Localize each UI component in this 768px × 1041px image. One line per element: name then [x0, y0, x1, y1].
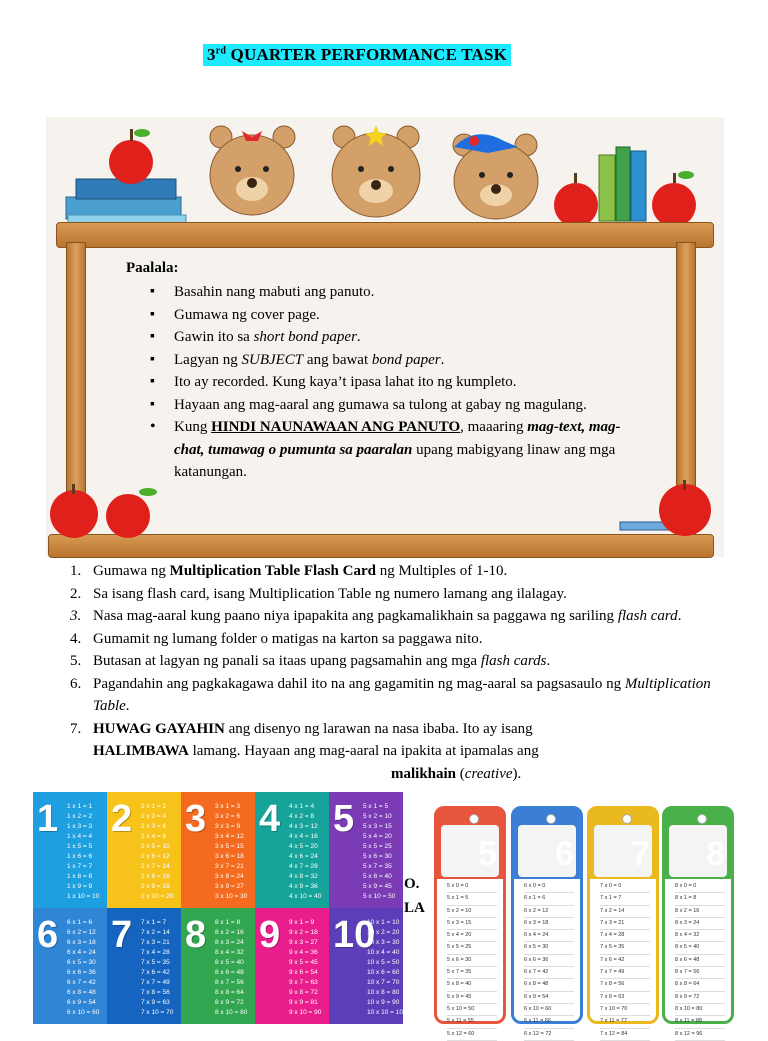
poster-number: 3 [185, 798, 207, 840]
poster-fact: 1 x 10 = 10 [67, 893, 100, 900]
poster-fact: 7 x 2 = 14 [141, 929, 170, 936]
task-item: 6. Pagandahin ang pagkakagawa dahil ito na ang gagamitin ng mag-aaral sa pagsasaulo ng Multiplication Table. [70, 675, 711, 714]
poster-fact: 4 x 2 = 8 [289, 813, 315, 820]
poster-fact: 2 x 10 = 20 [141, 893, 174, 900]
bookmark-card-6 [511, 806, 583, 1037]
poster-fact: 8 x 8 = 64 [215, 989, 244, 996]
poster-fact: 1 x 5 = 5 [67, 843, 93, 850]
bookmark-fact: 8 x 3 = 24 [675, 918, 725, 930]
bookmark-fact: 5 x 3 = 15 [447, 918, 497, 930]
task-item: 3. Nasa mag-aaral kung paano niya ipapakita ang pagkamalikhain sa paggawa ng sariling flash card. [70, 608, 682, 624]
poster-fact: 10 x 2 = 20 [367, 929, 400, 936]
poster-fact: 2 x 2 = 4 [141, 813, 167, 820]
poster-fact: 8 x 3 = 24 [215, 939, 244, 946]
poster-fact: 2 x 1 = 2 [141, 803, 167, 810]
bookmark-fact: 6 x 2 = 12 [524, 906, 574, 918]
bookmark-fact: 6 x 3 = 18 [524, 918, 574, 930]
reminder-item: ▪ Gawin ito sa short bond paper. [150, 326, 650, 349]
bookmark-fact: 8 x 11 = 88 [675, 1016, 725, 1028]
poster-fact: 4 x 1 = 4 [289, 803, 315, 810]
reminder-item: • Kung HINDI NAUNAWAAN ANG PANUTO, maaaring mag-text, mag-chat, tumawag o pumunta sa paaralan upang mabigyang linaw ang mga katanungan. [150, 416, 650, 484]
bookmark-fact: 5 x 7 = 35 [447, 967, 497, 979]
poster-fact: 10 x 8 = 80 [367, 989, 400, 996]
bookmark-fact: 5 x 10 = 50 [447, 1004, 497, 1016]
poster-fact: 4 x 8 = 32 [289, 873, 318, 880]
poster-fact: 2 x 5 = 10 [141, 843, 170, 850]
poster-fact: 1 x 2 = 2 [67, 813, 93, 820]
poster-number: 10 [333, 914, 376, 956]
poster-fact: 9 x 6 = 54 [289, 969, 318, 976]
poster-fact: 4 x 3 = 12 [289, 823, 318, 830]
poster-fact: 2 x 4 = 8 [141, 833, 167, 840]
task-item: 1. Gumawa ng Multiplication Table Flash Card ng Multiples of 1-10. [70, 563, 508, 579]
poster-fact: 5 x 1 = 5 [363, 803, 389, 810]
poster-fact: 4 x 9 = 36 [289, 883, 318, 890]
poster-fact: 5 x 3 = 15 [363, 823, 392, 830]
bookmark-fact: 5 x 0 = 0 [447, 881, 497, 893]
poster-cell-3 [181, 792, 255, 908]
poster-fact: 9 x 4 = 36 [289, 949, 318, 956]
poster-fact: 3 x 1 = 3 [215, 803, 241, 810]
poster-fact: 2 x 9 = 18 [141, 883, 170, 890]
poster-fact: 9 x 10 = 90 [289, 1009, 322, 1016]
bookmark-fact: 6 x 5 = 30 [524, 942, 574, 954]
bookmark-fact: 8 x 7 = 56 [675, 967, 725, 979]
poster-fact: 2 x 7 = 14 [141, 863, 170, 870]
bookmark-facts [600, 881, 650, 1041]
bookmark-digit: 5 [478, 835, 497, 873]
poster-facts [289, 918, 321, 1018]
poster-fact: 7 x 7 = 49 [141, 979, 170, 986]
bookmark-fact: 6 x 0 = 0 [524, 881, 574, 893]
poster-facts [215, 802, 247, 902]
punch-hole-icon [546, 814, 556, 824]
poster-number: 6 [37, 914, 59, 956]
bookmark-fact: 8 x 8 = 64 [675, 979, 725, 991]
poster-fact: 1 x 1 = 1 [67, 803, 93, 810]
bookmark-fact: 7 x 2 = 14 [600, 906, 650, 918]
bookmark-fact: 7 x 12 = 84 [600, 1029, 650, 1041]
bookmark-fact: 5 x 11 = 55 [447, 1016, 497, 1028]
poster-number: 2 [111, 798, 133, 840]
poster-fact: 5 x 9 = 45 [363, 883, 392, 890]
bookmark-fact: 6 x 9 = 54 [524, 992, 574, 1004]
bookmark-fact: 8 x 4 = 32 [675, 930, 725, 942]
poster-fact: 7 x 5 = 35 [141, 959, 170, 966]
poster-fact: 8 x 9 = 72 [215, 999, 244, 1006]
poster-fact: 9 x 3 = 27 [289, 939, 318, 946]
bottom-apples-illustration [40, 480, 730, 540]
poster-facts [141, 802, 173, 902]
poster-fact: 10 x 3 = 30 [367, 939, 400, 946]
poster-fact: 4 x 6 = 24 [289, 853, 318, 860]
poster-fact: 6 x 9 = 54 [67, 999, 96, 1006]
bookmark-fact: 5 x 9 = 45 [447, 992, 497, 1004]
bookmark-fact: 5 x 12 = 60 [447, 1029, 497, 1041]
bookmark-fact: 8 x 9 = 72 [675, 992, 725, 1004]
bookmark-digit: 6 [555, 835, 574, 873]
bookmark-fact: 8 x 1 = 8 [675, 893, 725, 905]
poster-fact: 5 x 4 = 20 [363, 833, 392, 840]
bookmark-fact: 7 x 10 = 70 [600, 1004, 650, 1016]
bookmark-fact: 8 x 2 = 16 [675, 906, 725, 918]
poster-fact: 8 x 1 = 8 [215, 919, 241, 926]
bookmark-card-5 [434, 806, 506, 1037]
poster-facts [67, 802, 99, 902]
poster-fact: 1 x 4 = 4 [67, 833, 93, 840]
poster-number: 4 [259, 798, 281, 840]
poster-fact: 6 x 6 = 36 [67, 969, 96, 976]
poster-fact: 3 x 7 = 21 [215, 863, 244, 870]
punch-hole-icon [469, 814, 479, 824]
bookmark-fact: 6 x 7 = 42 [524, 967, 574, 979]
poster-cell-9 [255, 908, 329, 1024]
bookmark-card-8 [662, 806, 734, 1037]
bookmark-fact: 5 x 2 = 10 [447, 906, 497, 918]
poster-fact: 10 x 10 = 100 [367, 1009, 407, 1016]
poster-fact: 10 x 1 = 10 [367, 919, 400, 926]
poster-facts [215, 918, 247, 1018]
poster-cell-4 [255, 792, 329, 908]
bookmark-fact: 7 x 9 = 63 [600, 992, 650, 1004]
task-item: 4. Gumamit ng lumang folder o matigas na karton sa paggawa nito. [70, 630, 483, 647]
poster-fact: 9 x 8 = 72 [289, 989, 318, 996]
bookmark-fact: 7 x 11 = 77 [600, 1016, 650, 1028]
poster-fact: 5 x 5 = 25 [363, 843, 392, 850]
poster-fact: 6 x 5 = 30 [67, 959, 96, 966]
poster-fact: 9 x 5 = 45 [289, 959, 318, 966]
poster-fact: 9 x 1 = 9 [289, 919, 315, 926]
bookmark-fact: 8 x 10 = 80 [675, 1004, 725, 1016]
bookmark-fact: 8 x 6 = 48 [675, 955, 725, 967]
poster-fact: 8 x 2 = 16 [215, 929, 244, 936]
poster-cell-6 [33, 908, 107, 1024]
bookmark-fact: 5 x 6 = 30 [447, 955, 497, 967]
poster-fact: 5 x 2 = 10 [363, 813, 392, 820]
poster-fact: 9 x 2 = 18 [289, 929, 318, 936]
bookmark-fact: 7 x 1 = 7 [600, 893, 650, 905]
poster-fact: 3 x 6 = 18 [215, 853, 244, 860]
poster-fact: 4 x 4 = 16 [289, 833, 318, 840]
bookmark-fact: 5 x 4 = 20 [447, 930, 497, 942]
poster-fact: 1 x 3 = 3 [67, 823, 93, 830]
poster-fact: 10 x 4 = 40 [367, 949, 400, 956]
poster-cell-5 [329, 792, 403, 908]
poster-fact: 1 x 9 = 9 [67, 883, 93, 890]
poster-fact: 1 x 7 = 7 [67, 863, 93, 870]
bookmark-fact: 7 x 4 = 28 [600, 930, 650, 942]
poster-fact: 8 x 5 = 40 [215, 959, 244, 966]
poster-number: 8 [185, 914, 207, 956]
poster-fact: 1 x 8 = 8 [67, 873, 93, 880]
bookmark-fact: 7 x 5 = 35 [600, 942, 650, 954]
poster-fact: 3 x 8 = 24 [215, 873, 244, 880]
poster-fact: 3 x 10 = 30 [215, 893, 248, 900]
reminder-heading: Paalala: [126, 260, 179, 276]
poster-fact: 7 x 4 = 28 [141, 949, 170, 956]
poster-cell-1 [33, 792, 107, 908]
reminder-list [150, 281, 650, 484]
poster-fact: 3 x 2 = 6 [215, 813, 241, 820]
bookmark-fact: 5 x 1 = 5 [447, 893, 497, 905]
bookmark-fact: 7 x 0 = 0 [600, 881, 650, 893]
bookmark-fact: 6 x 10 = 60 [524, 1004, 574, 1016]
poster-fact: 7 x 3 = 21 [141, 939, 170, 946]
bookmark-fact: 6 x 12 = 72 [524, 1029, 574, 1041]
reminder-item: ▪ Ito ay recorded. Kung kaya’t ipasa lahat ito ng kumpleto. [150, 371, 650, 394]
bookmark-facts [447, 881, 497, 1041]
poster-fact: 6 x 7 = 42 [67, 979, 96, 986]
bookmark-facts [524, 881, 574, 1041]
task-item: 7. HUWAG GAYAHIN ang disenyo ng larawan na nasa ibaba. Ito ay isang HALIMBAWA lamang. Hayaan ang mag-aaral na ipakita at ipamalas ang malikhain (creative). [70, 720, 539, 782]
poster-fact: 3 x 5 = 15 [215, 843, 244, 850]
poster-fact: 8 x 10 = 80 [215, 1009, 248, 1016]
bookmark-fact: 7 x 7 = 49 [600, 967, 650, 979]
bookmark-fact: 7 x 6 = 42 [600, 955, 650, 967]
bookmark-fact: 8 x 12 = 96 [675, 1029, 725, 1041]
poster-fact: 2 x 6 = 12 [141, 853, 170, 860]
poster-fact: 8 x 7 = 56 [215, 979, 244, 986]
reminder-item: ▪ Hayaan ang mag-aaral ang gumawa sa tulong at gabay ng magulang. [150, 394, 650, 417]
task-item: 2. Sa isang flash card, isang Multiplication Table ng numero lamang ang ilalagay. [70, 585, 567, 602]
poster-fact: 6 x 2 = 12 [67, 929, 96, 936]
bookmark-fact: 6 x 1 = 6 [524, 893, 574, 905]
poster-fact: 7 x 9 = 63 [141, 999, 170, 1006]
poster-fact: 4 x 10 = 40 [289, 893, 322, 900]
poster-fact: 7 x 6 = 42 [141, 969, 170, 976]
bookmark-card-7 [587, 806, 659, 1037]
poster-facts [141, 918, 173, 1018]
poster-fact: 3 x 3 = 9 [215, 823, 241, 830]
bookmark-fact: 7 x 3 = 21 [600, 918, 650, 930]
poster-fact: 8 x 4 = 32 [215, 949, 244, 956]
poster-fact: 5 x 7 = 35 [363, 863, 392, 870]
poster-fact: 4 x 7 = 28 [289, 863, 318, 870]
reminder-item: ▪ Gumawa ng cover page. [150, 304, 650, 327]
poster-number: 1 [37, 798, 59, 840]
bookmark-fact: 7 x 8 = 56 [600, 979, 650, 991]
poster-fact: 10 x 6 = 60 [367, 969, 400, 976]
punch-hole-icon [697, 814, 707, 824]
poster-fact: 6 x 1 = 6 [67, 919, 93, 926]
bookmark-fact: 8 x 0 = 0 [675, 881, 725, 893]
reminder-item: ▪ Basahin nang mabuti ang panuto. [150, 281, 650, 304]
poster-cell-7 [107, 908, 181, 1024]
bookmark-fact: 6 x 11 = 66 [524, 1016, 574, 1028]
poster-fact: 7 x 8 = 56 [141, 989, 170, 996]
poster-fact: 6 x 4 = 24 [67, 949, 96, 956]
poster-fact: 7 x 10 = 70 [141, 1009, 174, 1016]
punch-hole-icon [622, 814, 632, 824]
bookmark-digit: 8 [706, 835, 725, 873]
poster-fact: 9 x 9 = 81 [289, 999, 318, 1006]
poster-fact: 6 x 8 = 48 [67, 989, 96, 996]
bookmark-fact: 6 x 8 = 48 [524, 979, 574, 991]
poster-fact: 10 x 7 = 70 [367, 979, 400, 986]
poster-fact: 7 x 1 = 7 [141, 919, 167, 926]
poster-number: 9 [259, 914, 281, 956]
poster-facts [289, 802, 321, 902]
hidden-text-fragment: O. [404, 876, 420, 892]
multiplication-poster-example [33, 792, 407, 1024]
frame-top-plank [56, 222, 714, 248]
poster-fact: 4 x 5 = 20 [289, 843, 318, 850]
task-item: 5. Butasan at lagyan ng panali sa itaas upang pagsamahin ang mga flash cards. [70, 653, 551, 669]
poster-cell-10 [329, 908, 407, 1024]
poster-fact: 3 x 9 = 27 [215, 883, 244, 890]
poster-fact: 2 x 3 = 6 [141, 823, 167, 830]
page-title: 3rd QUARTER PERFORMANCE TASK [203, 44, 511, 66]
poster-fact: 5 x 6 = 30 [363, 853, 392, 860]
poster-number: 7 [111, 914, 133, 956]
hidden-text-fragment: LA [404, 900, 425, 916]
poster-fact: 10 x 9 = 90 [367, 999, 400, 1006]
bookmark-fact: 6 x 6 = 36 [524, 955, 574, 967]
task-list [70, 560, 730, 785]
bookmark-fact: 5 x 8 = 40 [447, 979, 497, 991]
poster-fact: 5 x 10 = 50 [363, 893, 396, 900]
bookmark-fact: 5 x 5 = 25 [447, 942, 497, 954]
poster-fact: 6 x 10 = 60 [67, 1009, 100, 1016]
poster-fact: 3 x 4 = 12 [215, 833, 244, 840]
poster-facts [67, 918, 99, 1018]
poster-cell-2 [107, 792, 181, 908]
poster-cell-8 [181, 908, 255, 1024]
poster-fact: 9 x 7 = 63 [289, 979, 318, 986]
bookmark-fact: 8 x 5 = 40 [675, 942, 725, 954]
poster-fact: 1 x 6 = 6 [67, 853, 93, 860]
poster-fact: 6 x 3 = 18 [67, 939, 96, 946]
poster-fact: 8 x 6 = 48 [215, 969, 244, 976]
bookmark-fact: 6 x 4 = 24 [524, 930, 574, 942]
poster-facts [363, 802, 395, 902]
poster-fact: 10 x 5 = 50 [367, 959, 400, 966]
poster-fact: 5 x 8 = 40 [363, 873, 392, 880]
bookmark-facts [675, 881, 725, 1041]
reminder-item: ▪ Lagyan ng SUBJECT ang bawat bond paper. [150, 349, 650, 372]
bookmark-digit: 7 [631, 835, 650, 873]
poster-fact: 2 x 8 = 16 [141, 873, 170, 880]
poster-facts [367, 918, 407, 1018]
poster-number: 5 [333, 798, 355, 840]
